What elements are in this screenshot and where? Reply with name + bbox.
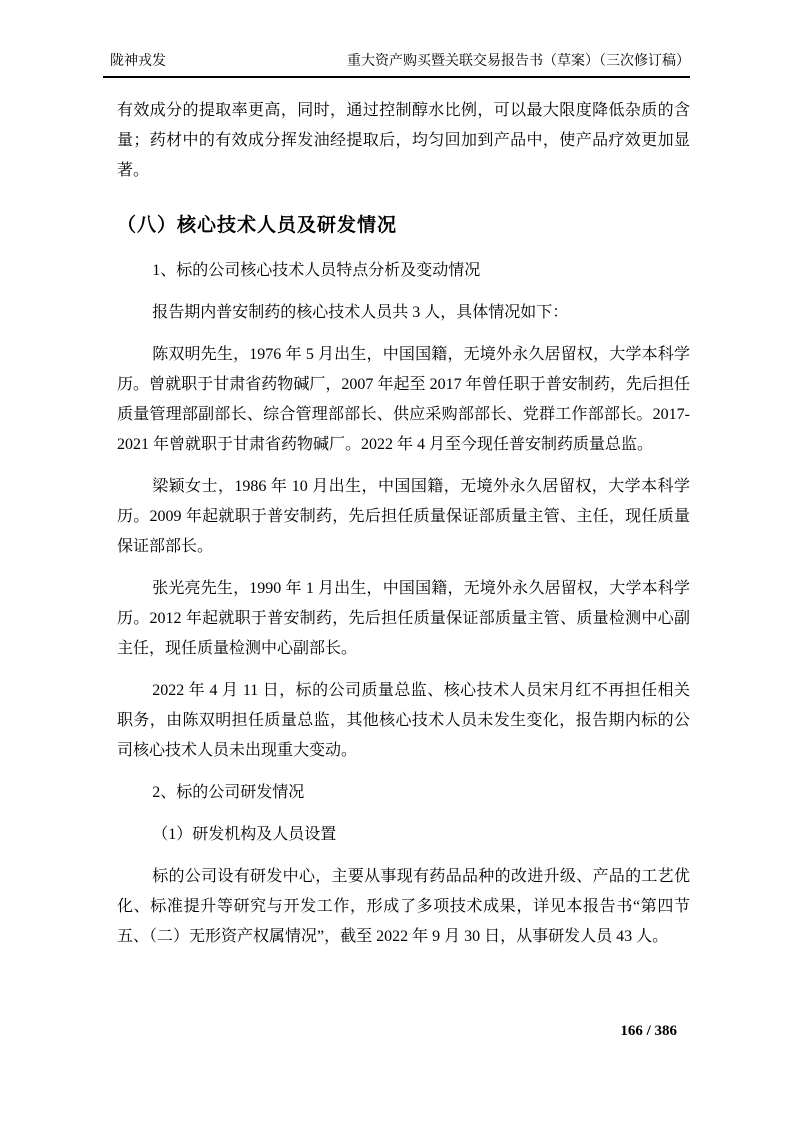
header-company-name: 陇神戎发 [110,54,166,69]
sub-heading-rd-overview: 2、标的公司研发情况 [152,784,305,801]
header-document-title: 重大资产购买暨关联交易报告书（草案）（三次修订稿） [347,54,690,69]
sub-heading-personnel-analysis: 1、标的公司核心技术人员特点分析及变动情况 [152,262,481,279]
section-heading-core-tech-personnel: （八）核心技术人员及研发情况 [117,215,398,236]
page-header [103,54,690,78]
sub-heading-rd-org-setup: （1）研发机构及人员设置 [152,826,337,843]
paragraph-liang-ying-bio: 梁颖女士，1986 年 10 月出生，中国国籍，无境外永久居留权，大学本科学历。2009 年起就职于普安制药，先后担任质量保证部质量主管、主任，现任质量保证部部长。 [117,478,690,555]
paragraph-personnel-change: 2022 年 4 月 11 日，标的公司质量总监、核心技术人员宋月红不再担任相关职务，由陈双明担任质量总监，其他核心技术人员未发生变化，报告期内标的公司核心技术人员未出现重大变动。 [117,682,690,759]
paragraph-zhang-guangliang-bio: 张光亮先生，1990 年 1 月出生，中国国籍，无境外永久居留权，大学本科学历。2012 年起就职于普安制药，先后担任质量保证部质量主管、质量检测中心副主任，现任质量检测中心副部长。 [117,580,690,657]
page-number: 166 / 386 [620,1023,677,1039]
paragraph-rd-center: 标的公司设有研发中心，主要从事现有药品品种的改进升级、产品的工艺优化、标准提升等研究与开发工作，形成了多项技术成果，详见本报告书“第四节 五、（二）无形资产权属情况”，截至 2022 年 9 月 30 日，从事研发人员 43 人。 [117,868,690,945]
paragraph-intro: 报告期内普安制药的核心技术人员共 3 人，具体情况如下： [152,304,569,321]
document-body [117,96,690,964]
paragraph-continuation: 有效成分的提取率更高，同时，通过控制醇水比例，可以最大限度降低杂质的含量；药材中的有效成分挥发油经提取后，均匀回加到产品中，使产品疗效更加显著。 [117,102,690,179]
paragraph-chen-shuangming-bio: 陈双明先生，1976 年 5 月出生，中国国籍，无境外永久居留权，大学本科学历。曾就职于甘肃省药物碱厂，2007 年起至 2017 年曾任职于普安制药，先后担任质量管理部副部长、综合管理部部长、供应采购部部长、党群工作部部长。2017-2021 年曾就职于甘肃省药物碱厂。2022 年 4 月至今现任普安制药质量总监。 [117,346,690,453]
